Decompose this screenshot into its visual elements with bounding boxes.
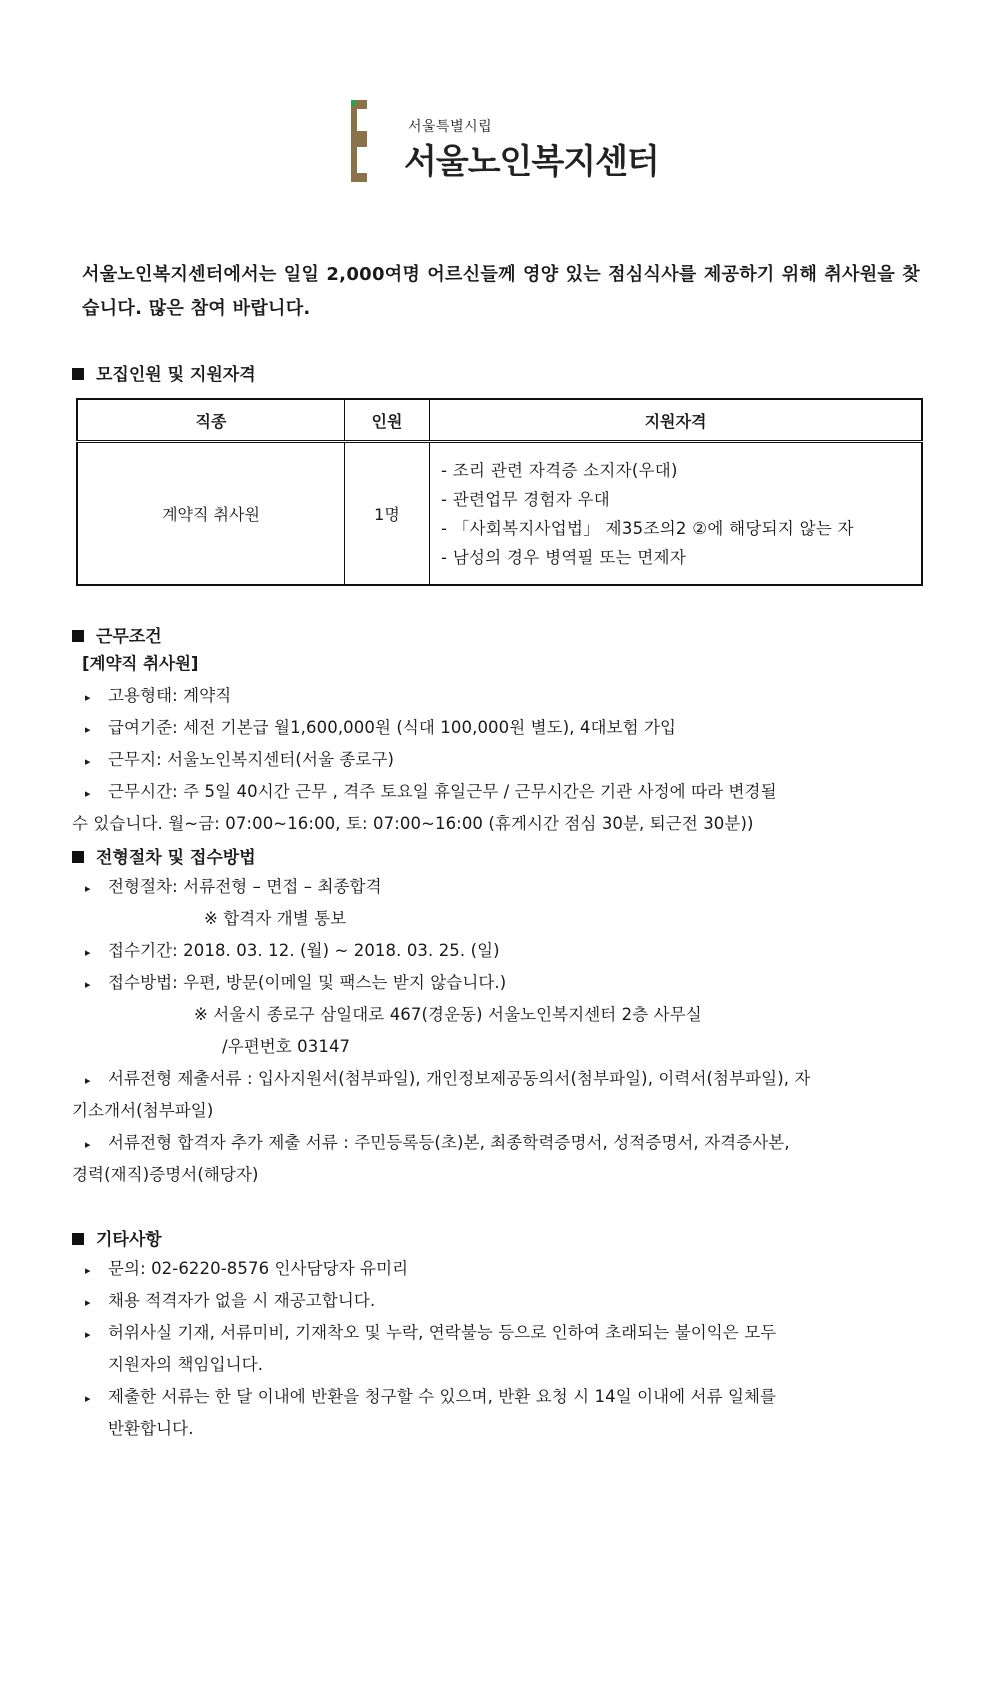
- procedure-address: ※ 서울시 종로구 삼일대로 467(경운동) 서울노인복지센터 2층 사무실: [194, 1005, 702, 1024]
- bullet-icon: ▸: [85, 1264, 91, 1277]
- bullet-icon: ▸: [85, 1328, 91, 1341]
- section-heading-conditions: 근무조건: [72, 622, 162, 647]
- procedure-period: 접수기간: 2018. 03. 12. (월) ~ 2018. 03. 25. (일): [108, 941, 500, 960]
- etc-responsibility-line2: 지원자의 책임입니다.: [108, 1355, 264, 1374]
- bullet-icon: ▸: [85, 1392, 91, 1405]
- logo-subtitle: 서울특별시립: [408, 119, 493, 135]
- bullet-icon: ▸: [85, 723, 91, 736]
- condition-location: 근무지: 서울노인복지센터(서울 종로구): [108, 750, 395, 769]
- procedure-method: 접수방법: 우편, 방문(이메일 및 팩스는 받지 않습니다.): [108, 973, 507, 992]
- etc-contact: 문의: 02-6220-8576 인사담당자 유미리: [108, 1259, 409, 1278]
- black-square-icon: [72, 1233, 84, 1245]
- cell-count: 1명: [345, 442, 430, 586]
- bullet-icon: ▸: [85, 978, 91, 991]
- col-header-count: 인원: [345, 399, 430, 442]
- condition-hours-line2: 수 있습니다. 월~금: 07:00~16:00, 토: 07:00~16:00 (휴게시간 점심 30분, 퇴근전 30분)): [72, 814, 754, 833]
- bullet-icon: ▸: [85, 787, 91, 800]
- procedure-extra-docs-line1: 서류전형 합격자 추가 제출 서류 : 주민등록등(초)본, 최종학력증명서, 성적증명서, 자격증사본,: [108, 1133, 790, 1152]
- list-item: - 「사회복지사업법」 제35조의2 ②에 해당되지 않는 자: [441, 518, 854, 538]
- cell-qualifications: [430, 442, 923, 586]
- procedure-note: ※ 합격자 개별 통보: [204, 909, 347, 928]
- intro-text: 서울노인복지센터에서는 일일 2,000여명 어르신들께 영양 있는 점심식사를 제공하기 위해 취사원을 찾습니다. 많은 참여 바랍니다.: [82, 264, 920, 319]
- logo-mark-icon: [348, 97, 370, 185]
- table-header-row: [77, 399, 922, 442]
- black-square-icon: [72, 368, 84, 380]
- etc-repost: 채용 적격자가 없을 시 재공고합니다.: [108, 1291, 376, 1310]
- section-heading-recruit: 모집인원 및 지원자격: [72, 360, 256, 385]
- col-header-job: 직종: [77, 399, 345, 442]
- bullet-icon: ▸: [85, 882, 91, 895]
- procedure-docs-line1: 서류전형 제출서류 : 입사지원서(첨부파일), 개인정보제공동의서(첨부파일), 이력서(첨부파일), 자: [108, 1069, 811, 1088]
- procedure-process: 전형절차: 서류전형 – 면접 – 최종합격: [108, 877, 382, 896]
- conditions-subtitle: [계약직 취사원]: [82, 654, 199, 673]
- condition-employment: 고용형태: 계약직: [108, 686, 232, 705]
- bullet-icon: ▸: [85, 1138, 91, 1151]
- bullet-icon: ▸: [85, 755, 91, 768]
- condition-salary: 급여기준: 세전 기본급 월1,600,000원 (식대 100,000원 별도), 4대보험 가입: [108, 718, 677, 737]
- black-square-icon: [72, 630, 84, 642]
- procedure-extra-docs-line2: 경력(재직)증명서(해당자): [72, 1165, 259, 1184]
- etc-responsibility-line1: 허위사실 기재, 서류미비, 기재착오 및 누락, 연락불능 등으로 인하여 초래되는 불이익은 모두: [108, 1323, 777, 1342]
- procedure-docs-line2: 기소개서(첨부파일): [72, 1101, 214, 1120]
- list-item: - 관련업무 경험자 우대: [441, 489, 611, 509]
- cell-job: 계약직 취사원: [77, 442, 345, 586]
- etc-return-line1: 제출한 서류는 한 달 이내에 반환을 청구할 수 있으며, 반환 요청 시 14일 이내에 서류 일체를: [108, 1387, 777, 1406]
- condition-hours-line1: 근무시간: 주 5일 40시간 근무 , 격주 토요일 휴일근무 / 근무시간은 기관 사정에 따라 변경될: [108, 782, 777, 801]
- black-square-icon: [72, 851, 84, 863]
- table-row: [77, 442, 922, 586]
- bullet-icon: ▸: [85, 946, 91, 959]
- bullet-icon: ▸: [85, 1074, 91, 1087]
- bullet-icon: ▸: [85, 691, 91, 704]
- recruit-table: [76, 398, 923, 586]
- logo-title: 서울노인복지센터: [404, 142, 659, 182]
- col-header-qualification: 지원자격: [430, 399, 923, 442]
- list-item: - 조리 관련 자격증 소지자(우대): [441, 460, 678, 480]
- etc-return-line2: 반환합니다.: [108, 1419, 194, 1438]
- section-heading-procedure: 전형절차 및 접수방법: [72, 843, 256, 868]
- section-heading-etc: 기타사항: [72, 1225, 162, 1250]
- bullet-icon: ▸: [85, 1296, 91, 1309]
- qualification-list: [431, 450, 920, 578]
- procedure-postal: /우편번호 03147: [222, 1037, 351, 1056]
- list-item: - 남성의 경우 병역필 또는 면제자: [441, 547, 687, 567]
